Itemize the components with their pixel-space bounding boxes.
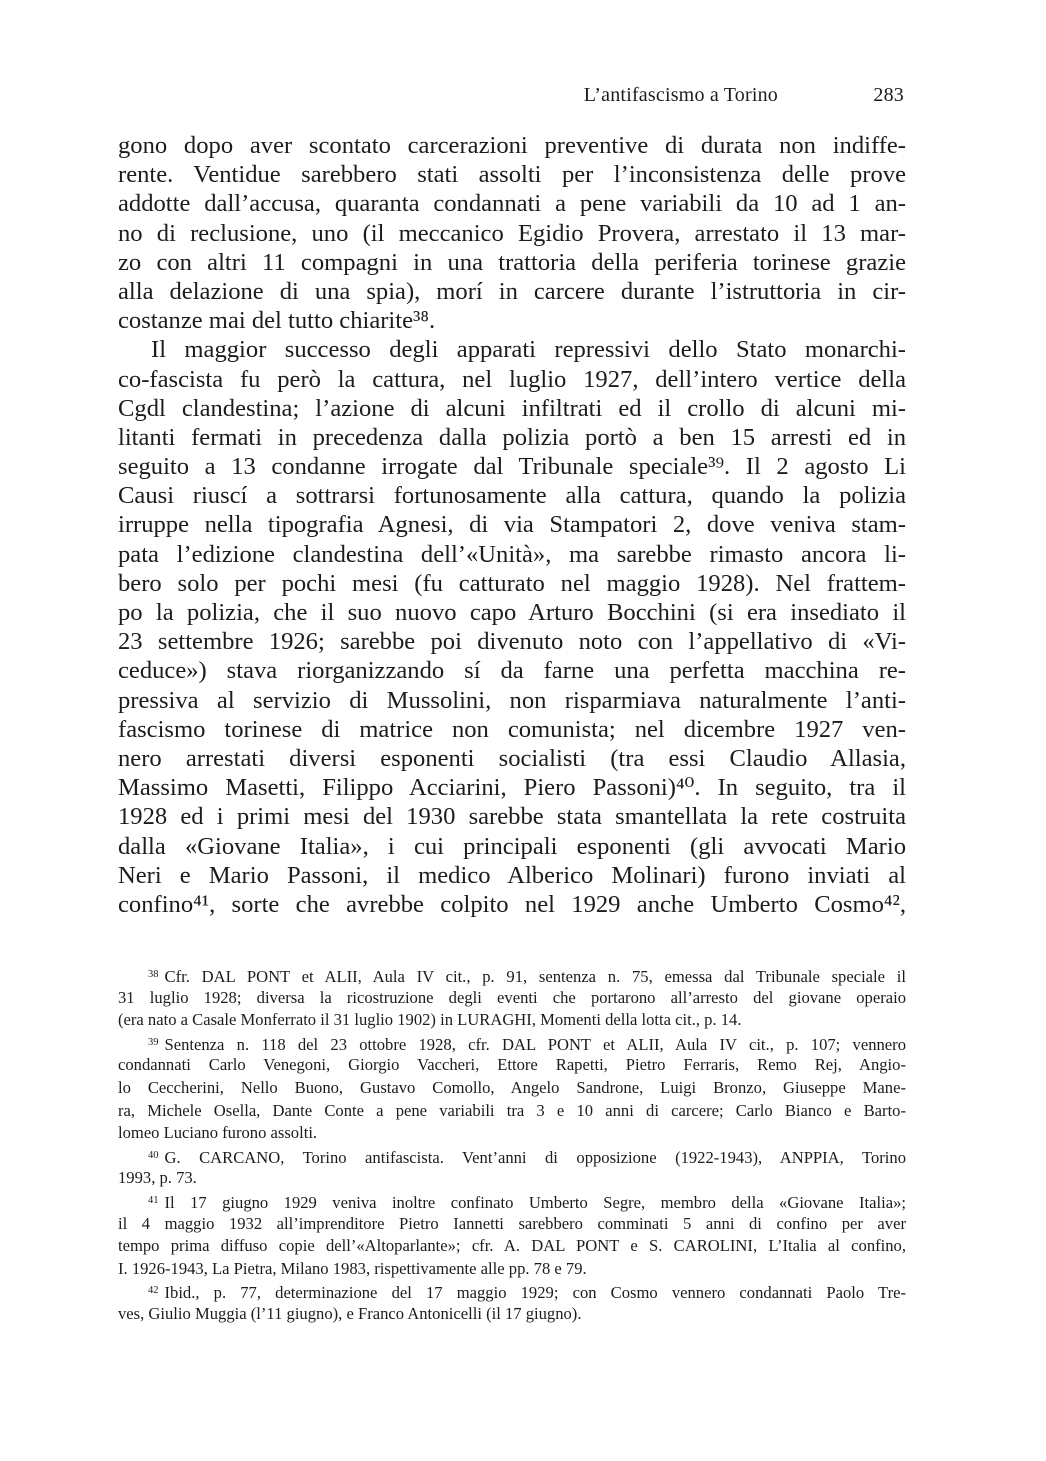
footnote-number: 40 (148, 1149, 159, 1161)
text-line: Causi riuscí a sottrarsi fortunosamente alla cattura, quando la polizia (118, 482, 906, 510)
footnote-line: 31 luglio 1928; diversa la ricostruzione degli eventi che portarono all’arresto del giovane operaio (118, 987, 906, 1007)
text-line: co-fascista fu però la cattura, nel luglio 1927, dell’intero vertice della (118, 365, 906, 393)
footnote-line: tempo prima diffuso copie dell’«Altoparlante»; cfr. A. DAL PONT e S. CAROLINI, L’Italia al confino, (118, 1236, 906, 1256)
footnote-text: Cfr. DAL PONT et ALII, Aula IV cit., p. 91, sentenza n. 75, emessa dal Tribunale speciale il (164, 967, 906, 986)
footnote-line (118, 1032, 906, 1055)
footnote-text: Sentenza n. 118 del 23 ottobre 1928, cfr. DAL PONT et ALII, Aula IV cit., p. 107; vennero (164, 1034, 906, 1054)
text-line: nero arrestati diversi esponenti socialisti (tra essi Claudio Allasia, (118, 744, 906, 772)
footnote-line: I. 1926-1943, La Pietra, Milano 1983, rispettivamente alle pp. 78 e 79. (118, 1258, 587, 1278)
footnote-number: 39 (148, 1036, 159, 1048)
text-line: confino⁴¹, sorte che avrebbe colpito nel 1929 anche Umberto Cosmo⁴², (118, 890, 906, 918)
text-line: Massimo Masetti, Filippo Acciarini, Piero Passoni)⁴⁰. In seguito, tra il (118, 774, 906, 802)
text-line: rente. Ventidue sarebbero stati assolti per l’inconsistenza delle prove (118, 161, 906, 189)
footnote-line (118, 1280, 906, 1303)
text-line: fascismo torinese di matrice non comunista; nel dicembre 1927 ven- (118, 715, 906, 743)
page-number: 283 (873, 84, 904, 106)
footnote-number: 41 (148, 1194, 159, 1206)
text-line: no di reclusione, uno (il meccanico Egidio Provera, arrestato il 13 mar- (118, 219, 906, 247)
text-line: seguito a 13 condanne irrogate dal Tribunale speciale³⁹. Il 2 agosto Li (118, 453, 906, 481)
footnote-line: 1993, p. 73. (118, 1168, 197, 1188)
footnote-line: ra, Michele Osella, Dante Conte a pene variabili tra 3 e 10 anni di carcere; Carlo Bianco e Barto- (118, 1100, 906, 1120)
running-head (118, 84, 906, 112)
footnote-39 (118, 1032, 906, 1145)
text-line: addotte dall’accusa, quaranta condannati a pene variabili da 10 ad 1 an- (118, 190, 906, 218)
footnote-number: 42 (148, 1285, 159, 1297)
footnote-40 (118, 1145, 906, 1190)
paragraph-first-line: Il maggior successo degli apparati repressivi dello Stato monarchi- (151, 336, 906, 364)
footnote-text: Ibid., p. 77, determinazione del 17 maggio 1929; con Cosmo vennero condannati Paolo Tre- (164, 1283, 906, 1303)
footnote-line: il 4 maggio 1932 all’imprenditore Pietro Iannetti sarebbero comminati 5 anni di confino per aver (118, 1213, 906, 1233)
text-line: alla delazione di una spia), morí in carcere durante l’istruttoria in cir- (118, 277, 906, 305)
footnote-line (118, 1190, 906, 1213)
text-line: Cgdl clandestina; l’azione di alcuni infiltrati ed il crollo di alcuni mi- (118, 394, 906, 422)
footnote-line: ves, Giulio Muggia (l’11 giugno), e Franco Antonicelli (il 17 giugno). (118, 1303, 582, 1323)
footnote-text: G. CARCANO, Torino antifascista. Vent’anni di opposizione (1922-1943), ANPPIA, Torino (164, 1147, 906, 1167)
text-line: ceduce») stava riorganizzando sí da farne una perfetta macchina re- (118, 657, 906, 685)
text-line: dalla «Giovane Italia», i cui principali esponenti (gli avvocati Mario (118, 832, 906, 860)
main-text (118, 131, 906, 919)
footnote-38 (118, 964, 906, 1032)
footnote-line: condannati Carlo Venegoni, Giorgio Vaccheri, Ettore Rapetti, Pietro Ferraris, Remo Rej, Angio- (118, 1055, 906, 1075)
running-title: L’antifascismo a Torino (583, 84, 778, 106)
footnote-text: Il 17 giugno 1929 veniva inoltre confinato Umberto Segre, membro della «Giovane Italia»; (164, 1192, 906, 1212)
text-line: bero solo per pochi mesi (fu catturato nel maggio 1928). Nel frattem- (118, 569, 906, 597)
footnote-41 (118, 1190, 906, 1280)
footnote-line (118, 964, 906, 987)
text-line: irruppe nella tipografia Agnesi, di via Stampatori 2, dove veniva stam- (118, 511, 906, 539)
text-line: litanti fermati in precedenza dalla polizia portò a ben 15 arresti ed in (118, 423, 906, 451)
text-line: po la polizia, che il suo nuovo capo Arturo Bocchini (si era insediato il (118, 599, 906, 626)
text-line: costanze mai del tutto chiarite³⁸. (118, 307, 436, 335)
text-line: 23 settembre 1926; sarebbe poi divenuto noto con l’appellativo di «Vi- (118, 628, 906, 656)
text-line: 1928 ed i primi mesi del 1930 sarebbe stata smantellata la rete costruita (118, 803, 906, 831)
footnote-number: 38 (148, 969, 159, 980)
footnote-line: lo Ceccherini, Nello Buono, Gustavo Comollo, Angelo Sandrone, Luigi Bronzo, Giuseppe Mane- (118, 1077, 906, 1097)
text-line: pressiva al servizio di Mussolini, non risparmiava naturalmente l’anti- (118, 686, 906, 714)
text-line: Neri e Mario Passoni, il medico Alberico Molinari) furono inviati al (118, 861, 906, 889)
text-line: pata l’edizione clandestina dell’«Unità», ma sarebbe rimasto ancora li- (118, 540, 906, 568)
text-line: zo con altri 11 compagni in una trattoria della periferia torinese grazie (118, 248, 906, 276)
footnote-line: (era nato a Casale Monferrato il 31 luglio 1902) in LURAGHI, Momenti della lotta cit., p. 14. (118, 1010, 742, 1030)
footnote-line: lomeo Luciano furono assolti. (118, 1123, 318, 1143)
footnote-42 (118, 1280, 906, 1325)
footnotes (118, 964, 906, 1326)
footnote-line (118, 1145, 906, 1168)
text-line: gono dopo aver scontato carcerazioni preventive di durata non indiffe- (118, 132, 906, 159)
